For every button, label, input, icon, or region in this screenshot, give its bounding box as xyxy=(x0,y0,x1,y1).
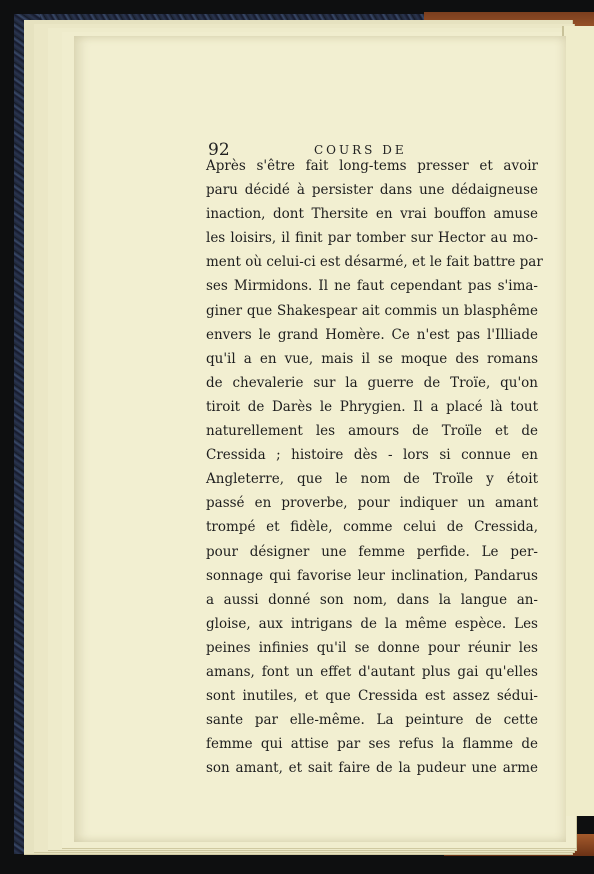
text-line: de chevalerie sur la guerre de Troïe, qu'on xyxy=(206,374,538,391)
page-number: 92 xyxy=(208,140,230,160)
text-line: inaction, dont Thersite en vrai bouffon amuse xyxy=(206,206,538,223)
text-line: gloise, aux intrigans de la même espèce. Les xyxy=(206,615,538,632)
text-line: pour désigner une femme perfide. Le per- xyxy=(206,543,538,560)
text-line: trompé et fidèle, comme celui de Cressida, xyxy=(206,519,538,536)
text-line: Après s'être fait long-tems presser et avoir xyxy=(206,158,538,174)
text-line: sante par elle-même. La peinture de cette xyxy=(206,712,538,729)
text-line: Cressida ; histoire dès - lors si connue en xyxy=(206,447,538,464)
text-line: sont inutiles, et que Cressida est assez sédui- xyxy=(206,688,538,705)
text-line: Angleterre, que le nom de Troïle y étoit xyxy=(206,471,538,488)
text-line: sonnage qui favorise leur inclination, Pandarus xyxy=(206,567,538,584)
text-line: son amant, et sait faire de la pudeur une arme xyxy=(206,760,538,777)
text-line: femme qui attise par ses refus la flamme de xyxy=(206,736,538,753)
text-line: ment où celui-ci est désarmé, et le fait battre par xyxy=(206,254,543,271)
text-line: qu'il a en vue, mais il se moque des romans xyxy=(206,350,538,367)
text-line: peines infinies qu'il se donne pour réunir les xyxy=(206,639,538,656)
text-line: paru décidé à persister dans une dédaigneuse xyxy=(206,182,538,199)
text-line: a aussi donné son nom, dans la langue an- xyxy=(206,591,538,608)
text-line: naturellement les amours de Troïle et de xyxy=(206,423,538,440)
text-line: passé en proverbe, pour indiquer un amant xyxy=(206,495,538,512)
text-line: les loisirs, il finit par tomber sur Hector au mo- xyxy=(206,230,538,247)
text-line: tiroit de Darès le Phrygien. Il a placé là tout xyxy=(206,398,538,415)
text-line: giner que Shakespear ait commis un blasphême xyxy=(206,302,538,319)
running-head: COURS DE xyxy=(314,143,407,157)
text-line: ses Mirmidons. Il ne faut cependant pas s'ima- xyxy=(206,278,538,295)
body-text xyxy=(206,154,546,780)
text-line: envers le grand Homère. Ce n'est pas l'Illiade xyxy=(206,326,538,343)
text-line: amans, font un effet d'autant plus gai qu'elles xyxy=(206,663,538,680)
facing-page xyxy=(562,26,594,816)
